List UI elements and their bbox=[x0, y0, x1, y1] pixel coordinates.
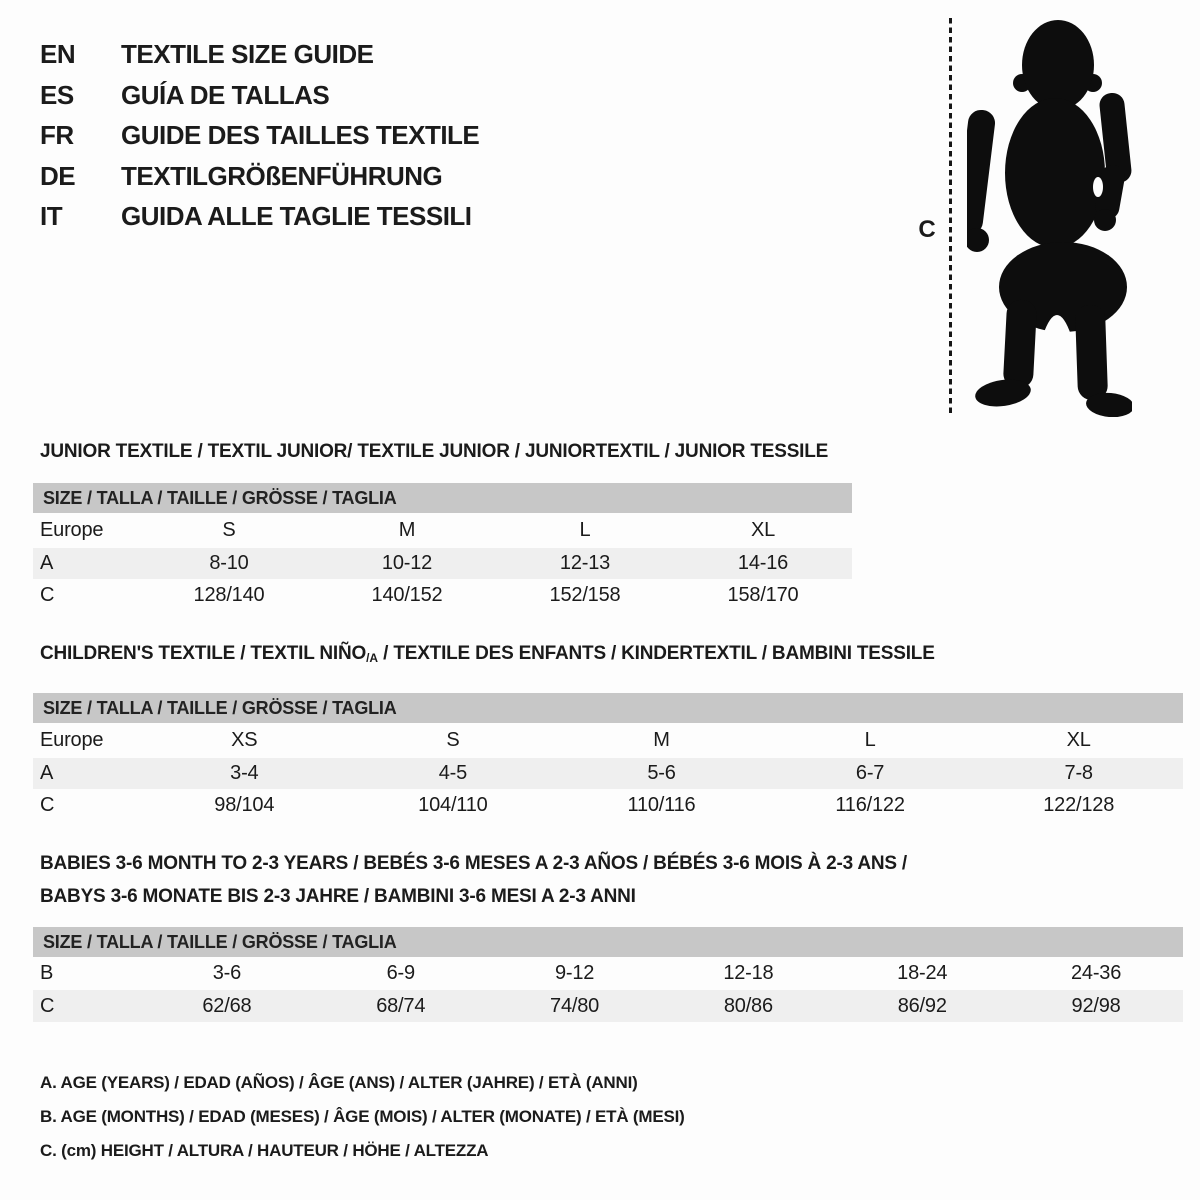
language-row-fr bbox=[40, 115, 479, 156]
size-value-cell: 8-10 bbox=[209, 552, 249, 574]
size-value-cell: 4-5 bbox=[438, 762, 468, 784]
size-value-cell: 5-6 bbox=[647, 762, 676, 784]
size-value-cell: 18-24 bbox=[897, 962, 948, 984]
size-value-cell: M bbox=[653, 729, 670, 751]
section-title-line2: BABYS 3-6 MONATE BIS 2-3 JAHRE / BAMBINI 3-6 MESI A 2-3 ANNI bbox=[40, 886, 636, 907]
size-value-cell: S bbox=[222, 519, 236, 541]
size-value-cell: 7-8 bbox=[1064, 762, 1093, 784]
size-value-cell: 80/86 bbox=[723, 994, 773, 1017]
size-value-cell: 6-9 bbox=[386, 962, 415, 984]
guide-title: TEXTILGRÖßENFÜHRUNG bbox=[121, 160, 443, 191]
guide-title: TEXTILE SIZE GUIDE bbox=[121, 39, 374, 69]
language-row-en bbox=[40, 34, 479, 75]
table-row-C bbox=[33, 990, 1183, 1022]
size-value-cell: 14-16 bbox=[737, 552, 789, 574]
size-value-cell: 86/92 bbox=[897, 994, 947, 1017]
size-value-cell: 24-36 bbox=[1070, 962, 1122, 984]
guide-title: GUIDE DES TAILLES TEXTILE bbox=[121, 120, 480, 150]
size-header-bar-babies: SIZE / TALLA / TAILLE / GRÖSSE / TAGLIA bbox=[33, 927, 1183, 957]
row-label: C bbox=[40, 793, 55, 816]
legend-line-c: C. (cm) HEIGHT / ALTURA / HAUTEUR / HÖHE / ALTEZZA bbox=[40, 1141, 489, 1160]
guide-title: GUIDA ALLE TAGLIE TESSILI bbox=[121, 201, 472, 231]
size-value-cell: S bbox=[446, 729, 460, 751]
language-title-list bbox=[40, 34, 479, 237]
section-title-small: /A bbox=[366, 651, 379, 665]
legend-line-b: B. AGE (MONTHS) / EDAD (MESES) / ÂGE (MOIS) / ALTER (MONATE) / ETÀ (MESI) bbox=[40, 1107, 685, 1126]
size-table-babies bbox=[33, 957, 1183, 1022]
language-code: EN bbox=[40, 39, 76, 69]
table-row-C bbox=[33, 789, 1183, 821]
size-header-bar-junior: SIZE / TALLA / TAILLE / GRÖSSE / TAGLIA bbox=[33, 483, 852, 513]
size-value-cell: 140/152 bbox=[371, 583, 443, 606]
section-title-text: CHILDREN'S TEXTILE / TEXTIL NIÑO bbox=[40, 643, 367, 664]
size-value-cell: 6-7 bbox=[855, 762, 885, 784]
size-value-cell: 92/98 bbox=[1071, 994, 1121, 1017]
row-label: B bbox=[40, 962, 54, 984]
size-value-cell: 110/116 bbox=[627, 793, 696, 816]
table-row-A bbox=[33, 758, 1183, 789]
size-value-cell: 74/80 bbox=[550, 994, 600, 1017]
section-title-text: BABIES 3-6 MONTH TO 2-3 YEARS / BEBÉS 3-6 MESES A 2-3 AÑOS / BÉBÉS 3-6 MOIS À 2-3 ANS / bbox=[40, 853, 908, 874]
table-row-Europe bbox=[33, 723, 1183, 758]
size-value-cell: 12-18 bbox=[723, 962, 774, 984]
size-value-cell: 62/68 bbox=[202, 994, 252, 1017]
size-table-junior bbox=[33, 513, 852, 611]
size-value-cell: 98/104 bbox=[214, 793, 275, 816]
section-title-babies bbox=[40, 848, 907, 913]
height-measure-dashed-line bbox=[949, 18, 952, 415]
row-label: C bbox=[40, 583, 55, 606]
row-label: Europe bbox=[40, 729, 104, 751]
size-value-cell: 122/128 bbox=[1043, 793, 1115, 816]
table-row-A bbox=[33, 548, 852, 579]
table-row-B bbox=[33, 957, 1183, 990]
language-row-es bbox=[40, 75, 479, 116]
language-code: DE bbox=[40, 160, 76, 191]
language-row-it bbox=[40, 196, 479, 237]
size-header-bar-children: SIZE / TALLA / TAILLE / GRÖSSE / TAGLIA bbox=[33, 693, 1183, 723]
size-value-cell: 128/140 bbox=[193, 583, 265, 606]
measurement-legend bbox=[40, 1066, 685, 1168]
section-title-junior bbox=[40, 436, 828, 469]
row-label: A bbox=[40, 552, 54, 574]
row-label: C bbox=[40, 994, 55, 1017]
section-title-children bbox=[40, 638, 935, 671]
size-value-cell: L bbox=[579, 519, 591, 541]
size-value-cell: 3-4 bbox=[230, 762, 259, 784]
legend-line-a: A. AGE (YEARS) / EDAD (AÑOS) / ÂGE (ANS) / ALTER (JAHRE) / ETÀ (ANNI) bbox=[40, 1073, 638, 1092]
row-label: Europe bbox=[40, 519, 104, 541]
row-label: A bbox=[40, 762, 54, 784]
language-code: IT bbox=[40, 201, 63, 231]
size-value-cell: XL bbox=[750, 519, 776, 541]
language-row-de bbox=[40, 156, 479, 197]
size-value-cell: XL bbox=[1066, 729, 1091, 751]
table-row-Europe bbox=[33, 513, 852, 548]
size-table-children bbox=[33, 723, 1183, 821]
table-row-C bbox=[33, 579, 852, 611]
section-title-text: JUNIOR TEXTILE / TEXTIL JUNIOR/ TEXTILE JUNIOR / JUNIORTEXTIL / JUNIOR TESSILE bbox=[40, 441, 829, 462]
section-title-rest: / TEXTILE DES ENFANTS / KINDERTEXTIL / BAMBINI TESSILE bbox=[378, 643, 935, 664]
size-value-cell: 116/122 bbox=[835, 793, 905, 816]
size-value-cell: 10-12 bbox=[381, 552, 433, 574]
size-value-cell: XS bbox=[231, 729, 258, 751]
size-value-cell: M bbox=[398, 519, 416, 541]
toddler-silhouette-image bbox=[967, 15, 1132, 417]
size-value-cell: 158/170 bbox=[727, 583, 799, 606]
language-code: ES bbox=[40, 79, 74, 110]
size-value-cell: 104/110 bbox=[418, 793, 488, 816]
size-value-cell: 9-12 bbox=[554, 962, 595, 984]
size-value-cell: 12-13 bbox=[559, 552, 611, 574]
guide-title: GUÍA DE TALLAS bbox=[121, 79, 330, 110]
size-value-cell: L bbox=[864, 729, 876, 751]
size-value-cell: 152/158 bbox=[549, 583, 621, 606]
height-measure-label: C bbox=[918, 216, 936, 243]
language-code: FR bbox=[40, 120, 74, 150]
size-value-cell: 68/74 bbox=[376, 994, 426, 1017]
size-value-cell: 3-6 bbox=[212, 962, 242, 984]
